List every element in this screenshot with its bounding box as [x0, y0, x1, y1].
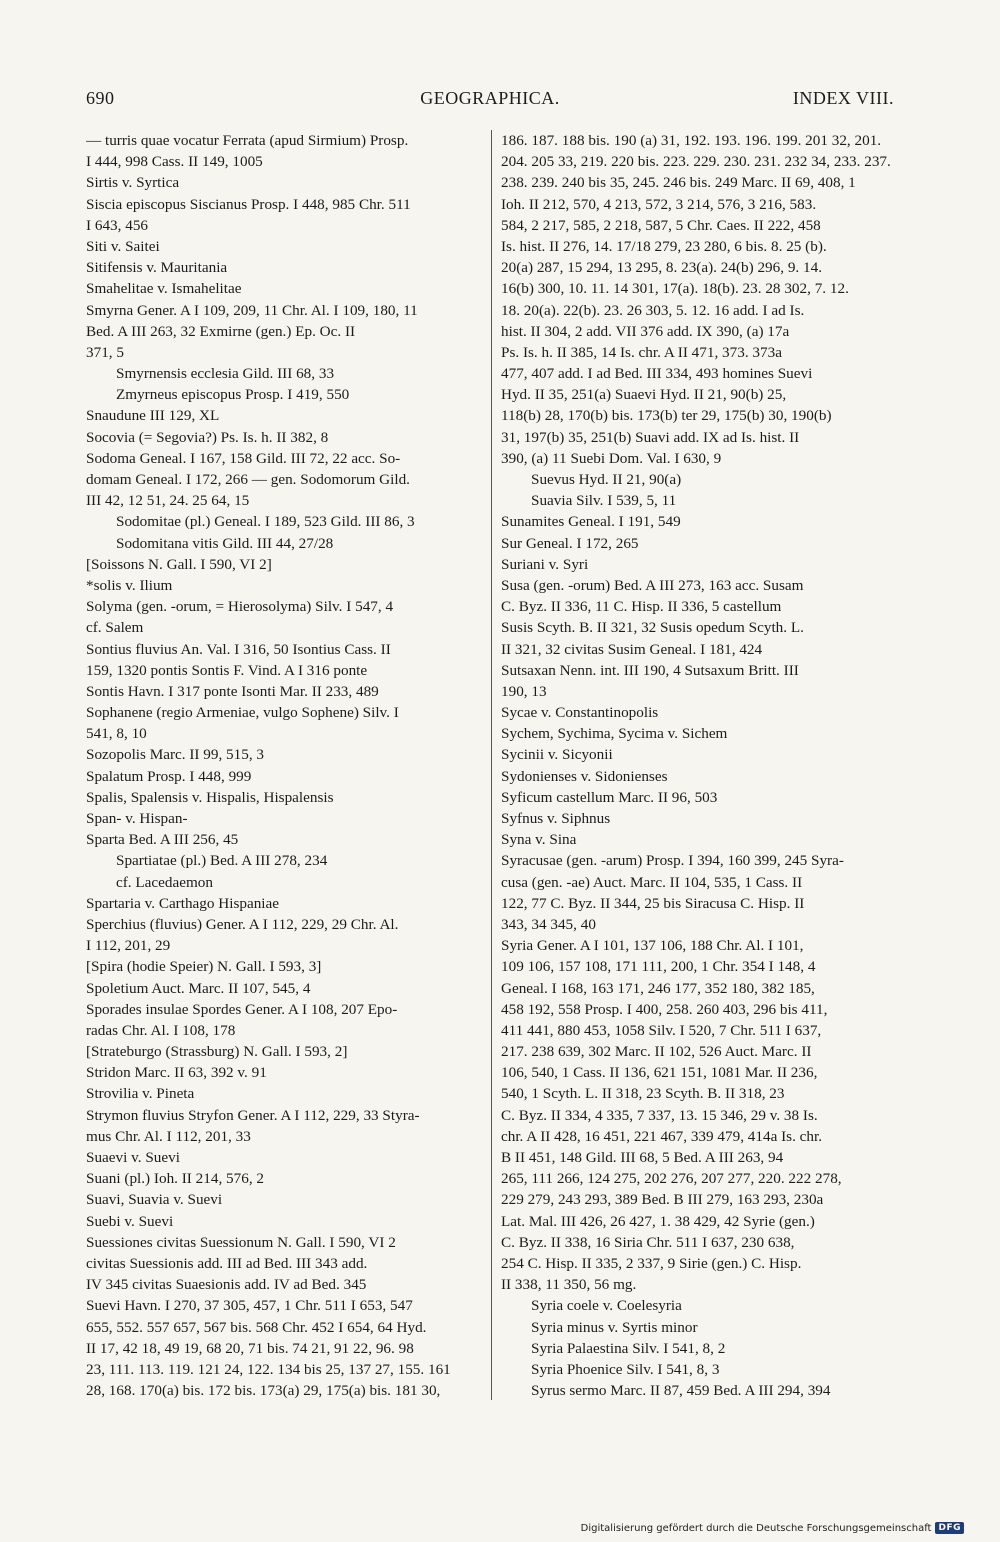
- index-entry-line: 28, 168. 170(a) bis. 172 bis. 173(a) 29, 175(a) bis. 181 30,: [86, 1382, 441, 1400]
- index-entry-line: Sitifensis v. Mauritania: [86, 259, 228, 277]
- index-entry-line: chr. A II 428, 16 451, 221 467, 339 479, 414a Is. chr.: [501, 1127, 823, 1145]
- index-entry-line: *solis v. Ilium: [86, 576, 173, 594]
- index-entry-line: Susis Scyth. B. II 321, 32 Susis opedum Scyth. L.: [501, 619, 804, 637]
- index-entry-line: Sycae v. Constantinopolis: [501, 704, 659, 722]
- index-entry-line: Sur Geneal. I 172, 265: [501, 534, 639, 552]
- index-entry-line: C. Byz. II 334, 4 335, 7 337, 13. 15 346, 29 v. 38 Is.: [501, 1106, 818, 1124]
- running-title: GEOGRAPHICA.: [420, 88, 560, 108]
- index-entry-line: Spalatum Prosp. I 448, 999: [86, 767, 252, 785]
- index-entry-line: I 444, 998 Cass. II 149, 1005: [86, 153, 263, 171]
- index-entry-line: Sutsaxan Nenn. int. III 190, 4 Sutsaxum Britt. III: [501, 661, 799, 679]
- index-entry-line: cusa (gen. -ae) Auct. Marc. II 104, 535, 1 Cass. II: [501, 873, 803, 891]
- index-entry-line: 477, 407 add. I ad Bed. III 334, 493 homines Suevi: [501, 365, 813, 383]
- index-entry-line: Sydonienses v. Sidonienses: [501, 767, 668, 785]
- index-entry-line: 186. 187. 188 bis. 190 (a) 31, 192. 193. 196. 199. 201 32, 201.: [501, 132, 882, 149]
- index-entry-line: 31, 197(b) 35, 251(b) Suavi add. IX ad Is. hist. II: [501, 428, 800, 446]
- index-entry-line: Zmyrneus episcopus Prosp. I 419, 550: [116, 386, 350, 404]
- index-entry-line: C. Byz. II 336, 11 C. Hisp. II 336, 5 castellum: [501, 598, 782, 616]
- index-entry-line: Syficum castellum Marc. II 96, 503: [501, 788, 718, 806]
- index-entry-line: Sirtis v. Syrtica: [86, 174, 180, 192]
- index-entry-line: 458 192, 558 Prosp. I 400, 258. 260 403, 296 bis 411,: [501, 1000, 828, 1018]
- index-entry-line: Syria coele v. Coelesyria: [531, 1297, 682, 1315]
- index-entry-line: Spalis, Spalensis v. Hispalis, Hispalensis: [86, 788, 334, 806]
- index-entry-line: Strymon fluvius Stryfon Gener. A I 112, 229, 33 Styra-: [86, 1106, 420, 1124]
- index-entry-line: hist. II 304, 2 add. VII 376 add. IX 390, (a) 17a: [501, 322, 790, 340]
- index-entry-line: III 42, 12 51, 24. 25 64, 15: [86, 492, 250, 510]
- index-entry-line: I 112, 201, 29: [86, 937, 171, 955]
- index-entry-line: Suaevi v. Suevi: [86, 1149, 180, 1166]
- index-entry-line: 159, 1320 pontis Sontis F. Vind. A I 316 ponte: [86, 661, 368, 679]
- index-entry-line: 118(b) 28, 170(b) bis. 173(b) ter 29, 175(b) 30, 190(b): [501, 407, 832, 425]
- index-entry-line: 109 106, 157 108, 171 111, 200, 1 Chr. 354 I 148, 4: [501, 958, 816, 976]
- index-entry-line: 20(a) 287, 15 294, 13 295, 8. 23(a). 24(b) 296, 9. 14.: [501, 259, 822, 277]
- index-entry-line: Sycinii v. Sicyonii: [501, 746, 613, 764]
- index-entry-line: Sparta Bed. A III 256, 45: [86, 831, 239, 849]
- index-entry-line: 371, 5: [86, 343, 124, 361]
- footer-credit-text: Digitalisierung gefördert durch die Deutsche Forschungsgemeinschaft: [580, 1522, 932, 1534]
- index-entry-line: Stridon Marc. II 63, 392 v. 91: [86, 1064, 267, 1082]
- index-entry-line: 655, 552. 557 657, 567 bis. 568 Chr. 452 I 654, 64 Hyd.: [86, 1318, 427, 1336]
- index-entry-line: Sontius fluvius An. Val. I 316, 50 Isontius Cass. II: [86, 640, 391, 658]
- index-entry-line: Syracusae (gen. -arum) Prosp. I 394, 160 399, 245 Syra-: [501, 852, 844, 870]
- index-entry-line: Siscia episcopus Siscianus Prosp. I 448, 985 Chr. 511: [86, 195, 411, 213]
- index-entry-line: Syfnus v. Siphnus: [501, 810, 611, 827]
- index-entry-line: Smahelitae v. Ismahelitae: [86, 280, 242, 298]
- index-entry-line: Lat. Mal. III 426, 26 427, 1. 38 429, 42 Syrie (gen.): [501, 1212, 815, 1230]
- index-entry-line: 23, 111. 113. 119. 121 24, 122. 134 bis 25, 137 27, 155. 161: [86, 1360, 451, 1378]
- index-entry-line: Bed. A III 263, 32 Exmirne (gen.) Ep. Oc. II: [86, 322, 356, 340]
- index-entry-line: 229 279, 243 293, 389 Bed. B III 279, 163 293, 230a: [501, 1191, 824, 1209]
- index-entry-line: II 321, 32 civitas Susim Geneal. I 181, 424: [501, 640, 763, 658]
- index-entry-line: [Strateburgo (Strassburg) N. Gall. I 593, 2]: [86, 1043, 348, 1061]
- index-entry-line: Sodomitae (pl.) Geneal. I 189, 523 Gild. III 86, 3: [116, 513, 415, 531]
- index-entry-line: cf. Lacedaemon: [116, 873, 213, 891]
- index-entry-line: Socovia (= Segovia?) Ps. Is. h. II 382, 8: [86, 428, 329, 446]
- index-entry-line: Syria Phoenice Silv. I 541, 8, 3: [531, 1360, 720, 1378]
- index-entry-line: 390, (a) 11 Suebi Dom. Val. I 630, 9: [501, 449, 722, 467]
- page-header: [86, 88, 894, 114]
- index-entry-line: Strovilia v. Pineta: [86, 1085, 195, 1103]
- index-entry-line: radas Chr. Al. I 108, 178: [86, 1021, 236, 1039]
- index-entry-line: Is. hist. II 276, 14. 17/18 279, 23 280, 6 bis. 8. 25 (b).: [501, 237, 827, 255]
- index-entry-line: 204. 205 33, 219. 220 bis. 223. 229. 230. 231. 232 34, 233. 237.: [501, 153, 891, 171]
- index-entry-line: Ioh. II 212, 570, 4 213, 572, 3 214, 576, 3 216, 583.: [501, 195, 817, 213]
- index-entry-line: Suani (pl.) Ioh. II 214, 576, 2: [86, 1170, 265, 1188]
- index-entry-line: [Soissons N. Gall. I 590, VI 2]: [86, 555, 272, 573]
- index-entry-line: Smyrna Gener. A I 109, 209, 11 Chr. Al. I 109, 180, 11: [86, 301, 418, 319]
- index-entry-line: Sophanene (regio Armeniae, vulgo Sophene) Silv. I: [86, 704, 399, 722]
- index-entry-line: domam Geneal. I 172, 266 — gen. Sodomorum Gild.: [86, 471, 410, 488]
- index-entry-line: 106, 540, 1 Cass. II 136, 621 151, 1081 Mar. II 236,: [501, 1064, 818, 1082]
- index-entry-line: 411 441, 880 453, 1058 Silv. I 520, 7 Chr. 511 I 637,: [501, 1021, 822, 1039]
- index-entry-line: Suavi, Suavia v. Suevi: [86, 1191, 223, 1209]
- index-entry-line: Hyd. II 35, 251(a) Suaevi Hyd. II 21, 90(b) 25,: [501, 386, 787, 404]
- index-entry-line: 238. 239. 240 bis 35, 245. 246 bis. 249 Marc. II 69, 408, 1: [501, 174, 856, 192]
- index-entry-line: 265, 111 266, 124 275, 202 276, 207 277, 220. 222 278,: [501, 1170, 842, 1188]
- index-entry-line: 190, 13: [501, 682, 547, 700]
- index-entry-line: 540, 1 Scyth. L. II 318, 23 Scyth. B. II 318, 23: [501, 1085, 785, 1103]
- index-entry-line: Solyma (gen. -orum, = Hierosolyma) Silv. I 547, 4: [86, 598, 394, 616]
- index-entry-line: Spartaria v. Carthago Hispaniae: [86, 894, 280, 912]
- index-entry-line: 584, 2 217, 585, 2 218, 587, 5 Chr. Caes. II 222, 458: [501, 216, 821, 234]
- index-entry-line: Spartiatae (pl.) Bed. A III 278, 234: [116, 852, 328, 870]
- index-entry-line: 122, 77 C. Byz. II 344, 25 bis Siracusa C. Hisp. II: [501, 894, 805, 912]
- index-entry-line: IV 345 civitas Suaesionis add. IV ad Bed. 345: [86, 1276, 367, 1294]
- index-entry-line: Suevus Hyd. II 21, 90(a): [531, 471, 682, 488]
- index-entry-line: Siti v. Saitei: [86, 237, 160, 255]
- index-entry-line: Sodomitana vitis Gild. III 44, 27/28: [116, 534, 334, 552]
- index-entry-line: civitas Suessionis add. III ad Bed. III 343 add.: [86, 1254, 368, 1272]
- index-entry-line: Span- v. Hispan-: [86, 810, 188, 827]
- index-entry-line: Sontis Havn. I 317 ponte Isonti Mar. II 233, 489: [86, 682, 379, 700]
- index-entry-line: Syria Palaestina Silv. I 541, 8, 2: [531, 1339, 726, 1357]
- index-entry-line: Syna v. Sina: [501, 831, 577, 849]
- index-entry-line: Syrus sermo Marc. II 87, 459 Bed. A III 294, 394: [531, 1382, 831, 1400]
- index-entry-line: Syria Gener. A I 101, 137 106, 188 Chr. Al. I 101,: [501, 937, 804, 955]
- index-entry-line: 541, 8, 10: [86, 725, 147, 743]
- column-divider: [491, 130, 492, 1400]
- index-entry-line: 343, 34 345, 40: [501, 915, 596, 933]
- index-entry-line: Sperchius (fluvius) Gener. A I 112, 229, 29 Chr. Al.: [86, 915, 399, 933]
- index-entry-line: Smyrnensis ecclesia Gild. III 68, 33: [116, 365, 335, 383]
- index-entry-line: Geneal. I 168, 163 171, 246 177, 352 180, 382 185,: [501, 979, 815, 997]
- index-entry-line: mus Chr. Al. I 112, 201, 33: [86, 1127, 251, 1145]
- index-entry-line: Sychem, Sychima, Sycima v. Sichem: [501, 725, 728, 743]
- index-entry-line: Snaudune III 129, XL: [86, 407, 220, 425]
- index-entry-line: Suriani v. Syri: [501, 555, 589, 573]
- section-title: INDEX VIII.: [792, 88, 894, 108]
- index-entry-line: Sporades insulae Spordes Gener. A I 108, 207 Epo-: [86, 1000, 398, 1018]
- index-entry-line: Ps. Is. h. II 385, 14 Is. chr. A II 471, 373. 373a: [501, 343, 782, 361]
- index-entry-line: C. Byz. II 338, 16 Siria Chr. 511 I 637, 230 638,: [501, 1233, 795, 1251]
- index-entry-line: cf. Salem: [86, 619, 144, 637]
- index-entry-line: I 643, 456: [86, 216, 149, 234]
- right-column: [501, 130, 895, 1401]
- index-entry-line: Suevi Havn. I 270, 37 305, 457, 1 Chr. 511 I 653, 547: [86, 1297, 413, 1315]
- index-entry-line: B II 451, 148 Gild. III 68, 5 Bed. A III 263, 94: [501, 1149, 784, 1166]
- index-entry-line: Spoletium Auct. Marc. II 107, 545, 4: [86, 979, 311, 997]
- index-entry-line: Susa (gen. -orum) Bed. A III 273, 163 acc. Susam: [501, 576, 804, 594]
- index-entry-line: Suebi v. Suevi: [86, 1212, 174, 1230]
- index-entry-line: Suessiones civitas Suessionum N. Gall. I 590, VI 2: [86, 1233, 396, 1251]
- index-entry-line: Sodoma Geneal. I 167, 158 Gild. III 72, 22 acc. So-: [86, 449, 401, 467]
- index-entry-line: 16(b) 300, 10. 11. 14 301, 17(a). 18(b). 23. 28 302, 7. 12.: [501, 280, 849, 298]
- index-entry-line: Syria minus v. Syrtis minor: [531, 1318, 698, 1336]
- index-entry-line: [Spira (hodie Speier) N. Gall. I 593, 3]: [86, 958, 322, 976]
- index-entry-line: Sunamites Geneal. I 191, 549: [501, 513, 681, 531]
- index-entry-line: II 17, 42 18, 49 19, 68 20, 71 bis. 74 21, 91 22, 96. 98: [86, 1339, 414, 1357]
- dfg-logo: DFG: [935, 1522, 964, 1534]
- left-column: [86, 130, 482, 1401]
- index-entry-line: — turris quae vocatur Ferrata (apud Sirmium) Prosp.: [86, 132, 409, 149]
- index-entry-line: 217. 238 639, 302 Marc. II 102, 526 Auct. Marc. II: [501, 1043, 812, 1061]
- page-number: 690: [86, 88, 115, 108]
- index-entry-line: Sozopolis Marc. II 99, 515, 3: [86, 746, 265, 764]
- index-entry-line: 18. 20(a). 22(b). 23. 26 303, 5. 12. 16 add. I ad Is.: [501, 301, 805, 319]
- index-entry-line: 254 C. Hisp. II 335, 2 337, 9 Sirie (gen.) C. Hisp.: [501, 1254, 802, 1272]
- index-entry-line: Suavia Silv. I 539, 5, 11: [531, 492, 677, 510]
- footer-credit: [581, 1522, 964, 1534]
- index-entry-line: II 338, 11 350, 56 mg.: [501, 1276, 637, 1294]
